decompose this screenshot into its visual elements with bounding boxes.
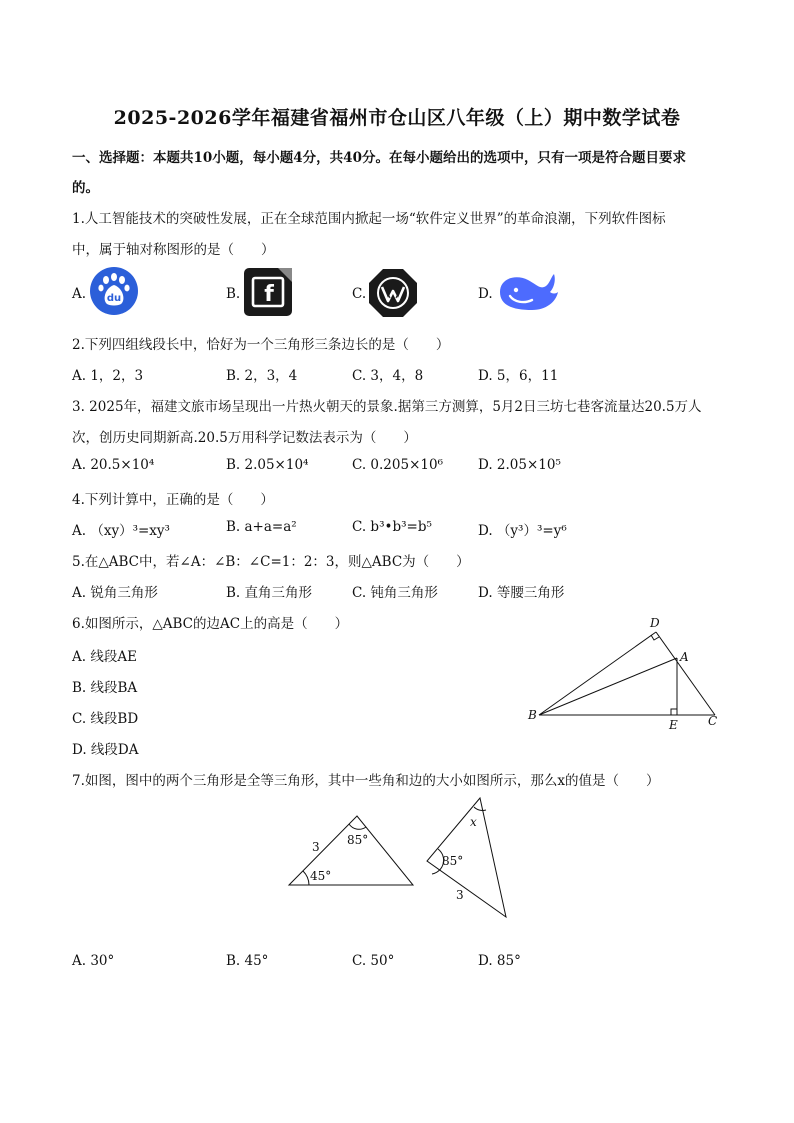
segment-dc: [656, 632, 715, 715]
q7-option-d: D. 85°: [478, 953, 521, 969]
right-angle-arc-x: [474, 807, 486, 811]
q5-option-a: A. 锐角三角形: [72, 585, 158, 601]
question-5-stem: 5.在△ABC中，若∠A：∠B：∠C=1：2：3，则△ABC为（ ）: [72, 554, 470, 570]
octagon-w-logo-icon: [368, 268, 418, 318]
question-4-stem: 4.下列计算中，正确的是（ ）: [72, 492, 274, 508]
question-3-stem: 3. 2025年，福建文旅市场呈现出一片热火朝天的景象.据第三方测算，5月2日三坊七巷客流量达20.5万人: [72, 399, 702, 415]
q1-option-c-label: C.: [352, 286, 367, 302]
q3-option-c: C. 0.205×10⁶: [352, 457, 443, 473]
label-angle-85-left: 85°: [347, 833, 369, 847]
question-1-stem-cont: 中，属于轴对称图形的是（ ）: [72, 242, 275, 258]
exam-title: 2025-2026学年福建省福州市仓山区八年级（上）期中数学试卷: [113, 107, 681, 129]
section-instructions-cont: 的。: [72, 180, 99, 196]
label-d: D: [650, 616, 660, 630]
svg-text:f: f: [264, 282, 274, 307]
q6-option-c: C. 线段BD: [72, 711, 139, 727]
question-7-stem: 7.如图，图中的两个三角形是全等三角形，其中一些角和边的大小如图所示，那么x的值是（ ）: [72, 773, 660, 789]
q6-option-b: B. 线段BA: [72, 680, 138, 696]
question-1-stem: 1.人工智能技术的突破性发展，正在全球范围内掀起一场“软件定义世界”的革命浪潮，下列软件图标: [72, 211, 666, 227]
baidu-logo-icon: [89, 266, 139, 316]
right-angle-mark-d: [651, 635, 659, 640]
label-b: B: [528, 708, 537, 722]
left-angle-arc-45: [303, 871, 309, 885]
left-angle-arc-85: [349, 824, 366, 829]
right-triangle: [427, 798, 506, 917]
q2-option-a: A. 1，2，3: [72, 368, 144, 384]
label-c: C: [708, 714, 718, 728]
label-a: A: [680, 650, 689, 664]
feishu-f-logo-icon: [243, 267, 293, 317]
q6-option-a: A. 线段AE: [72, 649, 137, 665]
q4-option-c: C. b³•b³=b⁵: [352, 519, 432, 535]
q4-option-a: A. （xy）³=xy³: [72, 523, 170, 539]
q2-option-d: D. 5，6，11: [478, 368, 559, 384]
label-side-3-left: 3: [312, 840, 320, 854]
label-x: x: [470, 815, 477, 829]
q5-option-c: C. 钝角三角形: [352, 585, 438, 601]
q7-option-b: B. 45°: [226, 953, 269, 969]
q2-option-b: B. 2，3，4: [226, 368, 298, 384]
section-instructions: 一、选择题：本题共10小题，每小题4分，共40分。在每小题给出的选项中，只有一项是符合题目要求: [72, 150, 686, 166]
q3-option-a: A. 20.5×10⁴: [72, 457, 155, 473]
q6-triangle-figure: [520, 612, 730, 734]
deepseek-whale-logo-icon: [496, 266, 560, 316]
q3-option-b: B. 2.05×10⁴: [226, 457, 309, 473]
question-6-stem: 6.如图所示，△ABC的边AC上的高是（ ）: [72, 616, 349, 632]
q5-option-b: B. 直角三角形: [226, 585, 313, 601]
q6-option-d: D. 线段DA: [72, 742, 139, 758]
q7-congruent-triangles-figure: [280, 795, 520, 925]
q1-option-a-label: A.: [72, 286, 87, 302]
question-2-stem: 2.下列四组线段长中，恰好为一个三角形三条边长的是（ ）: [72, 337, 450, 353]
svg-text:du: du: [106, 293, 122, 304]
label-angle-85-right: 85°: [442, 854, 464, 868]
q4-option-d: D. （y³）³=y⁶: [478, 523, 567, 539]
q3-option-d: D. 2.05×10⁵: [478, 457, 561, 473]
q2-option-c: C. 3，4，8: [352, 368, 424, 384]
q1-option-d-label: D.: [478, 286, 493, 302]
q1-option-b-label: B.: [226, 286, 241, 302]
right-angle-mark-e: [671, 709, 677, 715]
label-angle-45: 45°: [310, 869, 332, 883]
q7-option-a: A. 30°: [72, 953, 115, 969]
q4-option-b: B. a+a=a²: [226, 519, 297, 535]
question-3-stem-cont: 次，创历史同期新高.20.5万用科学记数法表示为（ ）: [72, 430, 417, 446]
q7-option-c: C. 50°: [352, 953, 395, 969]
label-side-3-right: 3: [456, 888, 464, 902]
q5-option-d: D. 等腰三角形: [478, 585, 565, 601]
label-e: E: [669, 718, 678, 732]
